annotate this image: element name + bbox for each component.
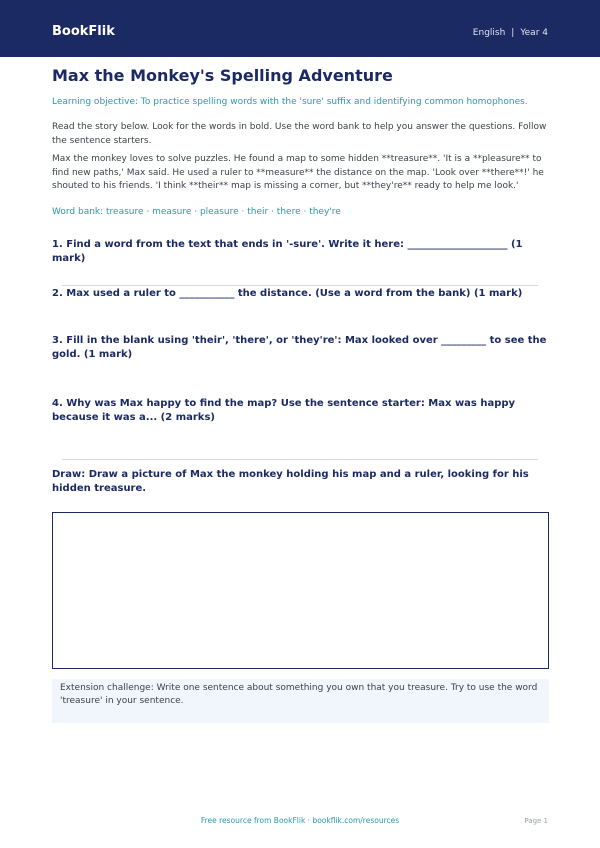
- subject-label: English: [472, 28, 506, 38]
- question-1: 1. Find a word from the text that ends in '-sure'. Write it here: ____________________ (1 mark): [52, 239, 523, 264]
- answer-line: [62, 285, 538, 286]
- question-2: 2. Max used a ruler to ___________ the distance. (Use a word from the bank) (1 mark): [52, 288, 523, 299]
- page-title: Max the Monkey's Spelling Adventure: [52, 66, 393, 85]
- drawing-area[interactable]: [52, 512, 549, 669]
- page-number: Page 1: [524, 817, 548, 825]
- separator: |: [511, 28, 515, 38]
- instructions-text: Read the story below. Look for the words in bold. Use the word bank to help you answer the questions. Follow the sentence starters.: [52, 122, 547, 146]
- draw-prompt: Draw: Draw a picture of Max the monkey holding his map and a ruler, looking for his hidden treasure.: [52, 469, 529, 494]
- question-4: 4. Why was Max happy to find the map? Use the sentence starter: Max was happy because it was a... (2 marks): [52, 398, 516, 423]
- subject-year-label: [473, 28, 548, 38]
- word-bank: Word bank: treasure · measure · pleasure · their · there · they're: [52, 207, 341, 217]
- answer-line: [62, 459, 538, 460]
- footer-text: Free resource from BookFlik · bookflik.com/resources: [200, 816, 400, 825]
- question-3: 3. Fill in the blank using 'their', 'there', or 'they're': Max looked over _________ to see the gold. (1 mark): [52, 335, 547, 360]
- learning-objective: Learning objective: To practice spelling words with the 'sure' suffix and identifying common homophones.: [52, 97, 528, 107]
- story-text: Max the monkey loves to solve puzzles. He found a map to some hidden **treasure**. 'It is a **pleasure** to find new paths,' Max said. He used a ruler to **measure** the distance on the map. 'Look over **there**!' he shouted to his friends. 'I think **their** map is missing a corner, but **they're** ready to help me look.': [52, 154, 544, 191]
- header-bar: [0, 0, 600, 57]
- extension-challenge: Extension challenge: Write one sentence about something you own that you treasure. Try to use the word 'treasure' in your sentence.: [52, 679, 549, 723]
- brand-logo: BookFlik: [52, 24, 115, 39]
- year-label: Year 4: [520, 28, 548, 38]
